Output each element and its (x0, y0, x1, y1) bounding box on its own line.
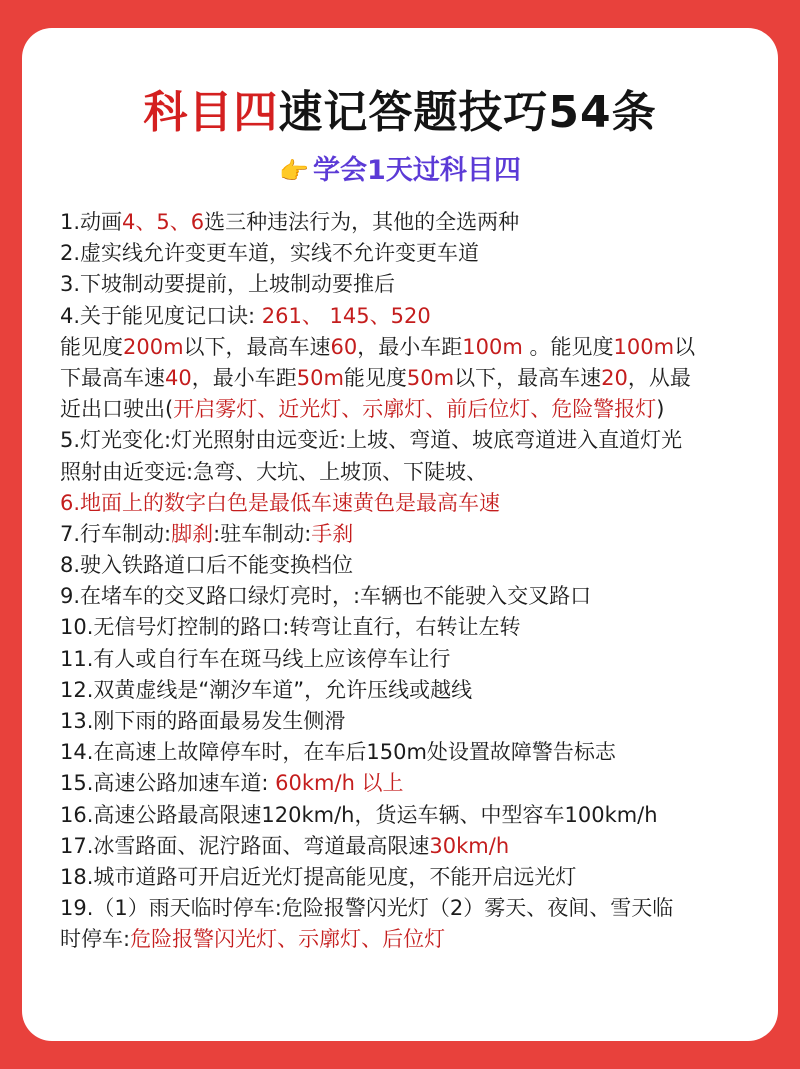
tip-text: ，最小车距 (357, 334, 463, 359)
page-title (22, 76, 778, 140)
tip-text: 10.无信号灯控制的路口:转弯让直行，右转让左转 (60, 615, 521, 640)
tip-text: 以下，最高车速 (454, 365, 602, 390)
tip-line (60, 488, 760, 519)
tip-line (60, 706, 760, 737)
tip-text: 5.灯光变化:灯光照射由远变近:上坡、弯道、坡底弯道进入直道灯光 (60, 428, 683, 453)
tip-text: 下最高车速 (60, 365, 165, 390)
tip-text: ，最小车距 (191, 365, 297, 390)
tip-text: :驻车制动: (213, 521, 312, 546)
tip-line (60, 800, 760, 831)
tip-text: 选三种违法行为，其他的全选两种 (204, 210, 520, 234)
tip-text: 19.（1）雨天临时停车:危险报警闪光灯（2）雾天、夜间、雪天临 (60, 896, 674, 921)
tip-text: 7.行车制动: (60, 521, 172, 546)
tip-text: 2.虚实线允许变更车道，实线不允许变更车道 (60, 241, 480, 266)
tip-text: 。能见度 (522, 334, 614, 359)
subtitle-text: 学会1天过科目四 (313, 155, 521, 186)
tip-line (60, 644, 760, 675)
tip-text: 3.下坡制动要提前，上坡制动要推后 (60, 272, 396, 297)
subtitle (22, 148, 778, 187)
tip-highlight-text: 20 (601, 365, 628, 390)
tips-list (60, 207, 760, 956)
tip-line (60, 768, 760, 799)
tip-highlight-text: 50m (406, 365, 455, 390)
tip-highlight-text: 100m (613, 334, 675, 359)
tip-line (60, 301, 760, 332)
tip-line (60, 581, 760, 612)
tip-text: 4.关于能见度记口诀: (60, 303, 262, 328)
tip-text: 18.城市道路可开启近光灯提高能见度，不能开启远光灯 (60, 864, 577, 889)
tip-highlight-text: 200m (123, 334, 184, 359)
tip-text: 8.驶入铁路道口后不能变换档位 (60, 553, 354, 578)
tip-text: 17.冰雪路面、泥泞路面、弯道最高限速 (60, 833, 430, 858)
tip-highlight-text: 50m (296, 365, 344, 390)
tip-line (60, 238, 760, 269)
tip-text: 1.动画 (60, 210, 123, 234)
pointing-hand-icon: 👉 (279, 157, 310, 185)
tip-highlight-text: 60 (330, 334, 358, 359)
tip-line (60, 831, 760, 862)
tip-text: 近出口驶出( (60, 397, 174, 422)
tip-highlight-text: 30km/h (429, 833, 510, 858)
tip-line (60, 332, 760, 363)
tip-text: 14.在高速上故障停车时，在车后150m处设置故障警告标志 (60, 740, 616, 765)
tip-text: ) (656, 397, 665, 422)
tip-line (60, 457, 760, 488)
tip-highlight-text: 脚刹 (171, 521, 214, 546)
tip-highlight-text: 开启雾灯、近光灯、示廓灯、前后位灯、危险警报灯 (173, 397, 657, 422)
tip-line (60, 394, 760, 425)
tip-line (60, 207, 760, 238)
tip-highlight-text: 60km/h 以上 (275, 771, 404, 796)
tip-text: 照射由近变远:急弯、大坑、上坡顶、下陡坡、 (60, 459, 488, 484)
tip-line (60, 519, 760, 550)
title-rest: 速记答题技巧54条 (278, 87, 657, 138)
tip-text: 11.有人或自行车在斑马线上应该停车让行 (60, 646, 451, 671)
tip-text: 能见度 (60, 334, 123, 359)
tip-line (60, 363, 760, 394)
tip-text: ，从最 (627, 365, 691, 390)
content-card (22, 28, 778, 1041)
tip-text: 时停车: (60, 927, 131, 952)
tip-highlight-text: 40 (165, 365, 192, 390)
tip-text: 13.刚下雨的路面最易发生侧滑 (60, 709, 346, 733)
tip-line (60, 269, 760, 300)
tip-line (60, 924, 760, 955)
tip-highlight-text: 4、5、6 (122, 210, 205, 234)
tip-line (60, 737, 760, 768)
tip-line (60, 893, 760, 924)
tip-highlight-text: 危险报警闪光灯、示廓灯、后位灯 (130, 927, 446, 952)
tip-highlight-text: 261、 145、520 (261, 303, 431, 328)
tip-line (60, 612, 760, 643)
tip-text: 16.高速公路最高限速120km/h，货运车辆、中型容车100km/h (60, 802, 658, 827)
tip-highlight-text: 6.地面上的数字白色是最低车速黄色是最高车速 (60, 490, 501, 515)
tip-text: 15.高速公路加速车道: (60, 771, 276, 796)
tip-line (60, 862, 760, 893)
tip-text: 9.在堵车的交叉路口绿灯亮时，:车辆也不能驶入交叉路口 (60, 584, 592, 609)
tip-line (60, 675, 760, 706)
tip-line (60, 550, 760, 581)
tip-line (60, 425, 760, 456)
title-highlight: 科目四 (143, 87, 279, 138)
tip-text: 以 (674, 334, 696, 359)
tip-highlight-text: 100m (462, 334, 523, 359)
tip-text: 能见度 (343, 365, 407, 390)
tip-text: 12.双黄虚线是“潮汐车道”，允许压线或越线 (60, 677, 473, 702)
tip-text: 以下，最高车速 (183, 334, 331, 359)
tip-highlight-text: 手刹 (311, 521, 354, 546)
